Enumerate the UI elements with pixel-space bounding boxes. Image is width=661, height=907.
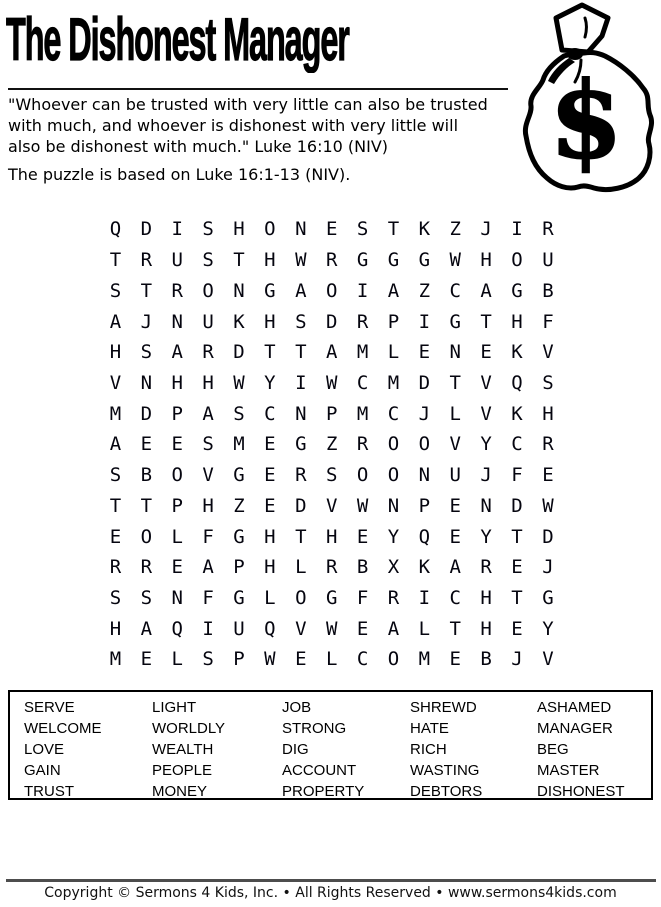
grid-letter: T [387, 218, 400, 241]
grid-letter: Q [418, 525, 431, 548]
grid-letter: N [295, 402, 307, 425]
grid-letter: L [418, 617, 431, 640]
grid-letter: J [480, 464, 492, 487]
grid-letter: M [109, 648, 122, 671]
grid-letter: R [171, 279, 183, 302]
money-bag-icon [518, 2, 660, 202]
title-divider [8, 88, 508, 90]
grid-letter: L [171, 648, 183, 671]
grid-letter: E [449, 648, 461, 671]
word-list-item: MANAGER [537, 720, 613, 737]
grid-letter: R [202, 341, 214, 364]
grid-letter: I [295, 371, 307, 394]
grid-letter: E [356, 525, 369, 548]
grid-letter: U [542, 249, 554, 272]
grid-letter: V [449, 433, 461, 456]
word-list-item: WORLDLY [152, 720, 226, 737]
grid-letter: V [202, 464, 214, 487]
grid-letter: G [233, 586, 245, 609]
grid-letter: J [140, 310, 153, 333]
grid-letter: K [511, 402, 523, 425]
grid-letter: W [325, 617, 338, 640]
grid-letter: H [233, 218, 245, 241]
grid-letter: O [387, 648, 400, 671]
grid-letter: E [449, 494, 461, 517]
grid-letter: R [542, 218, 554, 241]
grid-letter: N [295, 218, 307, 241]
grid-letter: M [387, 371, 400, 394]
grid-letter: S [140, 586, 153, 609]
grid-letter: H [202, 371, 214, 394]
grid-letter: G [295, 433, 307, 456]
grid-letter: N [418, 464, 431, 487]
word-list-item: RICH [410, 741, 447, 758]
grid-letter: M [109, 402, 122, 425]
grid-letter: J [418, 402, 431, 425]
grid-letter: A [295, 279, 307, 302]
grid-letter: T [264, 341, 276, 364]
grid-letter: L [295, 556, 307, 579]
grid-letter: U [202, 310, 214, 333]
word-list-item: DEBTORS [410, 783, 483, 800]
grid-letter: M [418, 648, 431, 671]
grid-letter: H [264, 556, 276, 579]
grid-letter: N [171, 586, 183, 609]
grid-letter: T [480, 310, 492, 333]
grid-letter: S [542, 371, 554, 394]
grid-letter: R [140, 556, 153, 579]
word-list-item: DIG [282, 741, 309, 758]
grid-letter: N [449, 341, 461, 364]
grid-letter: W [233, 371, 245, 394]
grid-letter: G [511, 279, 523, 302]
grid-letter: G [264, 279, 276, 302]
grid-letter: T [109, 249, 122, 272]
grid-letter: I [418, 586, 431, 609]
grid-letter: H [480, 617, 492, 640]
grid-letter: R [542, 433, 554, 456]
grid-letter: I [171, 218, 183, 241]
grid-letter: A [449, 556, 461, 579]
grid-letter: R [295, 464, 307, 487]
grid-letter: C [356, 371, 369, 394]
grid-letter: G [325, 586, 338, 609]
grid-letter: P [171, 402, 183, 425]
grid-letter: J [542, 556, 554, 579]
grid-letter: Q [511, 371, 523, 394]
grid-letter: R [387, 586, 400, 609]
grid-letter: W [264, 648, 276, 671]
grid-letter: U [171, 249, 183, 272]
word-list-item: WEALTH [152, 741, 214, 758]
word-list-item: WELCOME [24, 720, 102, 737]
grid-letter: M [356, 402, 369, 425]
grid-letter: E [356, 617, 369, 640]
money-bag-flap-crease [585, 18, 587, 37]
grid-letter: V [480, 371, 492, 394]
word-list-column [152, 697, 282, 802]
grid-letter: S [202, 433, 214, 456]
grid-letter: G [542, 586, 554, 609]
copyright-text: Copyright © Sermons 4 Kids, Inc. • All Rights Reserved • www.sermons4kids.com [44, 885, 617, 901]
grid-letter: W [356, 494, 369, 517]
grid-letter: D [233, 341, 245, 364]
word-list [8, 690, 653, 800]
grid-letter: U [449, 464, 461, 487]
word-list-item: STRONG [282, 720, 347, 737]
grid-letter: C [387, 402, 400, 425]
grid-letter: E [140, 648, 153, 671]
grid-letter: B [480, 648, 492, 671]
grid-letter: T [449, 371, 461, 394]
grid-letter: A [325, 341, 338, 364]
grid-letter: C [356, 648, 369, 671]
grid-letter: S [202, 218, 214, 241]
grid-letter: T [295, 341, 307, 364]
grid-letter: S [202, 648, 214, 671]
grid-letter: K [233, 310, 245, 333]
grid-letter: S [109, 586, 122, 609]
scripture-quote [8, 94, 488, 157]
grid-letter: V [480, 402, 492, 425]
grid-letter: O [387, 464, 400, 487]
word-list-item: LOVE [24, 741, 65, 758]
grid-letter: E [171, 556, 183, 579]
grid-letter: L [449, 402, 461, 425]
grid-letter: Y [264, 371, 276, 394]
grid-letter: G [418, 249, 431, 272]
grid-letter: S [202, 249, 214, 272]
grid-letter: Q [264, 617, 276, 640]
grid-letter: D [140, 402, 153, 425]
grid-letter: H [325, 525, 338, 548]
grid-letter: O [202, 279, 214, 302]
grid-letter: E [449, 525, 461, 548]
grid-letter: B [140, 464, 153, 487]
grid-letter: R [356, 310, 369, 333]
grid-letter: J [511, 648, 523, 671]
grid-letter: H [511, 310, 523, 333]
grid-letter: R [325, 249, 338, 272]
grid-letter: N [387, 494, 400, 517]
grid-letter: T [449, 617, 461, 640]
grid-letter: R [356, 433, 369, 456]
word-list-item: MASTER [537, 762, 600, 779]
grid-letter: H [480, 249, 492, 272]
word-list-item: DISHONEST [537, 783, 625, 800]
grid-letter: A [109, 433, 122, 456]
grid-letter: M [233, 433, 245, 456]
grid-letter: K [418, 218, 431, 241]
grid-letter: Z [325, 433, 338, 456]
grid-letter: N [233, 279, 245, 302]
word-list-item: BEG [537, 741, 569, 758]
quote-line: also be dishonest with much." Luke 16:10 (NIV) [8, 137, 389, 156]
grid-letter: W [542, 494, 554, 517]
grid-letter: B [542, 279, 554, 302]
grid-letter: E [264, 464, 276, 487]
grid-letter: G [356, 249, 369, 272]
grid-letter: S [109, 279, 122, 302]
grid-letter: S [233, 402, 245, 425]
grid-letter: A [202, 556, 214, 579]
word-list-item: WASTING [410, 762, 480, 779]
grid-letter: V [109, 371, 122, 394]
grid-letter: J [480, 218, 492, 241]
word-list-column [282, 697, 410, 802]
quote-line: "Whoever can be trusted with very little can also be trusted [8, 95, 488, 114]
grid-letter: R [109, 556, 122, 579]
grid-letter: A [387, 617, 400, 640]
grid-letter: I [418, 310, 431, 333]
grid-letter: O [295, 586, 307, 609]
grid-letter: O [171, 464, 183, 487]
grid-letter: T [511, 586, 523, 609]
grid-letter: V [542, 648, 554, 671]
grid-letter: F [356, 586, 369, 609]
word-list-item: PROPERTY [282, 783, 365, 800]
grid-letter: N [171, 310, 183, 333]
grid-letter: H [202, 494, 214, 517]
grid-letter: L [264, 586, 276, 609]
grid-letter: A [140, 617, 153, 640]
grid-letter: E [140, 433, 153, 456]
grid-letter: W [449, 249, 461, 272]
grid-letter: H [264, 525, 276, 548]
page-title: The Dishonest Manager [6, 6, 349, 73]
grid-letter: P [387, 310, 400, 333]
grid-letter: O [356, 464, 369, 487]
puzzle-note: The puzzle is based on Luke 16:1-13 (NIV). [8, 165, 351, 184]
grid-letter: C [264, 402, 276, 425]
grid-letter: V [542, 341, 554, 364]
grid-letter: A [109, 310, 122, 333]
grid-letter: P [325, 402, 338, 425]
grid-letter: V [325, 494, 338, 517]
grid-letter: H [480, 586, 492, 609]
grid-letter: E [418, 341, 431, 364]
grid-letter: N [140, 371, 153, 394]
grid-letter: N [480, 494, 492, 517]
grid-letter: H [542, 402, 554, 425]
grid-letter: F [202, 586, 214, 609]
grid-letter: F [511, 464, 523, 487]
grid-letter: A [202, 402, 214, 425]
grid-letter: A [171, 341, 183, 364]
grid-letter: A [480, 279, 492, 302]
word-search-grid [100, 214, 563, 675]
grid-letter: K [511, 341, 523, 364]
grid-letter: R [480, 556, 492, 579]
word-list-item: TRUST [24, 783, 74, 800]
grid-letter: E [109, 525, 122, 548]
grid-letter: E [480, 341, 492, 364]
grid-letter: D [418, 371, 431, 394]
grid-letter: P [233, 648, 245, 671]
grid-letter: B [356, 556, 369, 579]
grid-letter: D [140, 218, 153, 241]
grid-letter: Z [233, 494, 245, 517]
grid-letter: R [325, 556, 338, 579]
grid-letter: K [418, 556, 431, 579]
grid-letter: F [542, 310, 554, 333]
grid-letter: I [356, 279, 369, 302]
grid-letter: G [449, 310, 461, 333]
word-list-item: JOB [282, 699, 312, 716]
grid-letter: Z [449, 218, 461, 241]
grid-letter: L [325, 648, 338, 671]
grid-letter: I [202, 617, 214, 640]
grid-letter: Y [387, 525, 400, 548]
grid-letter: T [140, 279, 153, 302]
grid-letter: E [171, 433, 183, 456]
grid-letter: T [109, 494, 122, 517]
word-list-item: GAIN [24, 762, 61, 779]
grid-letter: D [325, 310, 338, 333]
grid-letter: C [511, 433, 523, 456]
grid-letter: G [233, 525, 245, 548]
grid-letter: P [233, 556, 245, 579]
grid-letter: T [511, 525, 523, 548]
grid-letter: O [418, 433, 431, 456]
money-bag-graphic [518, 2, 660, 202]
grid-letter: Q [109, 218, 122, 241]
grid-letter: Y [480, 433, 492, 456]
grid-letter: E [511, 556, 523, 579]
grid-letter: A [387, 279, 400, 302]
grid-letter: L [387, 341, 400, 364]
grid-letter: G [233, 464, 245, 487]
grid-letter: S [109, 464, 122, 487]
quote-line: with much, and whoever is dishonest with very little will [8, 116, 459, 135]
grid-letter: E [542, 464, 554, 487]
word-list-column [537, 697, 651, 802]
grid-letter: R [140, 249, 153, 272]
word-list-item: HATE [410, 720, 449, 737]
grid-letter: O [511, 249, 523, 272]
grid-letter: Q [171, 617, 183, 640]
grid-letter: T [233, 249, 245, 272]
grid-letter: T [295, 525, 307, 548]
grid-letter: C [449, 279, 461, 302]
grid-letter: H [264, 249, 276, 272]
grid-letter: P [171, 494, 183, 517]
grid-letter: H [171, 371, 183, 394]
dollar-sign: $ [549, 58, 623, 182]
grid-letter: Y [480, 525, 492, 548]
grid-letter: S [295, 310, 307, 333]
grid-letter: O [325, 279, 338, 302]
word-list-item: SHREWD [410, 699, 477, 716]
grid-letter: E [264, 494, 276, 517]
word-list-item: SERVE [24, 699, 75, 716]
grid-letter: D [295, 494, 307, 517]
grid-letter: S [356, 218, 369, 241]
grid-letter: W [295, 249, 307, 272]
grid-letter: E [325, 218, 338, 241]
grid-letter: H [264, 310, 276, 333]
word-list-item: LIGHT [152, 699, 197, 716]
grid-letter: L [171, 525, 183, 548]
grid-letter: S [325, 464, 338, 487]
grid-letter: X [387, 556, 400, 579]
grid-letter: O [140, 525, 153, 548]
grid-letter: W [325, 371, 338, 394]
grid-letter: E [295, 648, 307, 671]
word-list-item: PEOPLE [152, 762, 213, 779]
grid-letter: G [387, 249, 400, 272]
word-list-item: MONEY [152, 783, 208, 800]
grid-letter: C [449, 586, 461, 609]
grid-letter: I [511, 218, 523, 241]
grid-letter: Z [418, 279, 431, 302]
word-list-item: ASHAMED [537, 699, 612, 716]
grid-letter: O [264, 218, 276, 241]
grid-letter: V [295, 617, 307, 640]
grid-letter: H [109, 341, 122, 364]
word-list-column [410, 697, 537, 802]
grid-letter: D [542, 525, 554, 548]
grid-letter: S [140, 341, 153, 364]
word-list-column [24, 697, 152, 802]
grid-letter: H [109, 617, 122, 640]
grid-letter: T [140, 494, 153, 517]
grid-letter: M [356, 341, 369, 364]
grid-letter: D [511, 494, 523, 517]
grid-letter: U [233, 617, 245, 640]
grid-letter: P [418, 494, 431, 517]
grid-letter: E [264, 433, 276, 456]
grid-letter: F [202, 525, 214, 548]
word-list-item: ACCOUNT [282, 762, 357, 779]
grid-letter: O [387, 433, 400, 456]
footer-divider [6, 879, 656, 882]
money-bag-flap [556, 5, 608, 52]
grid-letter: Y [542, 617, 554, 640]
grid-letter: E [511, 617, 523, 640]
